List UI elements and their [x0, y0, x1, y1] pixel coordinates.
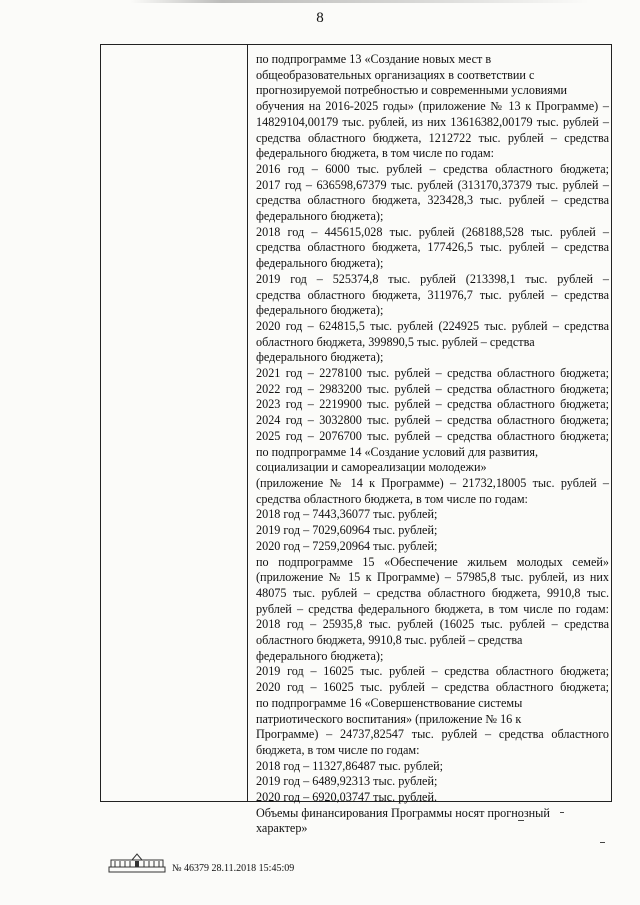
text-line: обучения на 2016-2025 годы» (приложение № 13 к Программе) – — [256, 99, 609, 114]
text-line: по подпрограмме 14 «Создание условий для развития, — [256, 444, 539, 459]
text-line: 2025 год – 2076700 тыс. рублей – средства областного бюджета; — [256, 428, 609, 443]
text-line: рублей – средства федерального бюджета, в том числе по годам: — [256, 601, 609, 616]
text-line: 48075 тыс. рублей – средства областного бюджета, 9910,8 тыс. — [256, 585, 609, 600]
text-line: 2019 год – 6489,92313 тыс. рублей; — [256, 774, 438, 789]
text-line: 2023 год – 2219900 тыс. рублей – средства областного бюджета; — [256, 397, 609, 412]
text-line: средства областного бюджета, в том числе по годам: — [256, 491, 528, 506]
passport-table — [100, 44, 612, 836]
text-line: федерального бюджета); — [256, 256, 384, 271]
text-line: 2020 год – 624815,5 тыс. рублей (224925 тыс. рублей – средства — [256, 318, 609, 333]
text-line: средства областного бюджета, 1212722 тыс. рублей – средства — [256, 130, 609, 145]
table-label-cell — [101, 45, 247, 801]
text-line: 2017 год – 636598,67379 тыс. рублей (313170,37379 тыс. рублей – — [256, 177, 609, 192]
text-line: социализации и самореализации молодежи» — [256, 460, 487, 475]
text-line: 2020 год – 6920,03747 тыс. рублей. — [256, 790, 438, 805]
text-line: федерального бюджета); — [256, 350, 384, 365]
scan-speck — [518, 820, 524, 821]
text-line: по подпрограмме 16 «Совершенствование системы — [256, 695, 523, 710]
text-line: 14829104,00179 тыс. рублей, из них 13616382,00179 тыс. рублей – — [256, 114, 609, 129]
text-line: федерального бюджета, в том числе по годам: — [256, 146, 494, 161]
text-line: (приложение № 14 к Программе) – 21732,18005 тыс. рублей – — [256, 475, 609, 490]
text-line: 2020 год – 7259,20964 тыс. рублей; — [256, 538, 438, 553]
scan-speck — [600, 842, 605, 843]
text-line: патриотического воспитания» (приложение № 16 к — [256, 711, 522, 726]
text-line: 2018 год – 7443,36077 тыс. рублей; — [256, 507, 438, 522]
text-line: 2020 год – 16025 тыс. рублей – средства областного бюджета; — [256, 680, 609, 695]
text-line: 2021 год – 2278100 тыс. рублей – средства областного бюджета; — [256, 366, 609, 381]
text-line: 2019 год – 7029,60964 тыс. рублей; — [256, 523, 438, 538]
text-line: 2018 год – 445615,028 тыс. рублей (268188,528 тыс. рублей – — [256, 224, 609, 239]
text-line: 2019 год – 525374,8 тыс. рублей (213398,1 тыс. рублей – — [256, 271, 609, 286]
document-registration-number: № 46379 28.11.2018 15:45:09 — [172, 863, 295, 874]
text-line: по подпрограмме 15 «Обеспечение жильем молодых семей» — [256, 554, 609, 569]
text-line: (приложение № 15 к Программе) – 57985,8 тыс. рублей, из них — [256, 570, 609, 585]
text-line: 2024 год – 3032800 тыс. рублей – средства областного бюджета; — [256, 413, 609, 428]
text-line: Объемы финансирования Программы носят прогнозный — [256, 805, 550, 820]
text-line: бюджета, в том числе по годам: — [256, 742, 420, 757]
text-line: областного бюджета, 9910,8 тыс. рублей – средства — [256, 633, 523, 648]
text-line: по подпрограмме 13 «Создание новых мест в — [256, 52, 492, 66]
column-divider — [247, 45, 248, 801]
text-line: областного бюджета, 399890,5 тыс. рублей – средства — [256, 334, 535, 349]
text-line: характер» — [256, 821, 308, 836]
text-line: 2016 год – 6000 тыс. рублей – средства областного бюджета; — [256, 161, 609, 176]
text-line: федерального бюджета); — [256, 648, 384, 663]
government-building-logo — [108, 852, 166, 874]
text-line: общеобразовательных организациях в соответствии с — [256, 67, 535, 82]
text-line: 2018 год – 11327,86487 тыс. рублей; — [256, 758, 444, 773]
text-line: федерального бюджета); — [256, 303, 384, 318]
text-line: 2018 год – 25935,8 тыс. рублей (16025 тыс. рублей – средства — [256, 617, 609, 632]
text-line: средства областного бюджета, 323428,3 тыс. рублей – средства — [256, 193, 609, 208]
table-value-cell — [256, 52, 609, 837]
scan-edge-artifact — [130, 0, 590, 3]
text-line: средства областного бюджета, 311976,7 тыс. рублей – средства — [256, 287, 609, 302]
page-number: 8 — [316, 10, 324, 26]
document-footer — [108, 848, 408, 880]
text-line: средства областного бюджета, 177426,5 тыс. рублей – средства — [256, 240, 609, 255]
text-line: Программе) – 24737,82547 тыс. рублей – средства областного — [256, 727, 609, 742]
scan-speck — [560, 812, 564, 813]
text-line: 2019 год – 16025 тыс. рублей – средства областного бюджета; — [256, 664, 609, 679]
text-line: федерального бюджета); — [256, 209, 384, 224]
text-line: 2022 год – 2983200 тыс. рублей – средства областного бюджета; — [256, 381, 609, 396]
text-line: прогнозируемой потребностью и современными условиями — [256, 83, 568, 98]
